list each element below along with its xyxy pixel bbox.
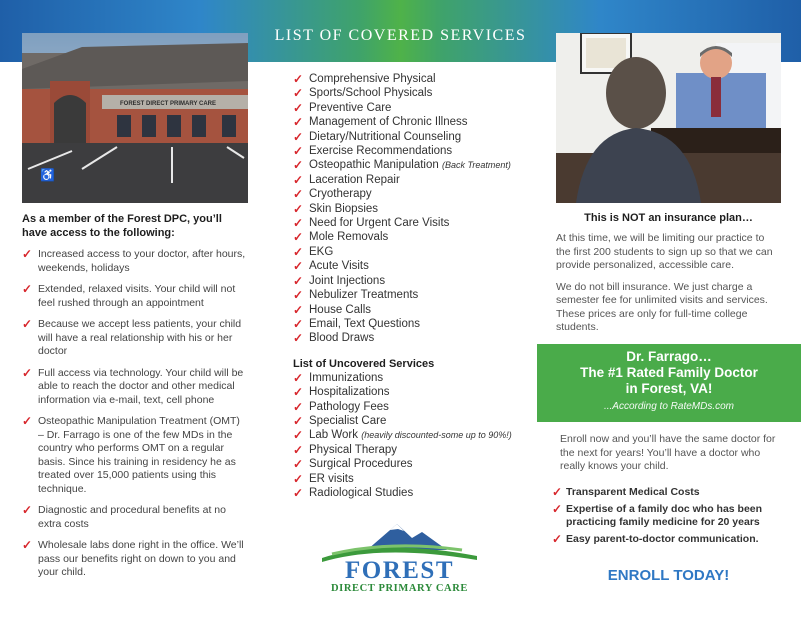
list-item: ✓ Hospitalizations [293, 385, 390, 400]
highlights-list [552, 486, 782, 549]
enroll-paragraph: Enroll now and you’ll have the same doctor for the next for years! You’ll have a doctor who really knows your child. [560, 433, 776, 472]
checkmark-icon: ✓ [293, 273, 304, 288]
checkmark-icon: ✓ [293, 442, 304, 457]
list-item: ✓ Nebulizer Treatments [293, 288, 419, 303]
benefits-list [22, 248, 248, 580]
list-item: ✓ Joint Injections [293, 273, 386, 288]
checkmark-icon: ✓ [293, 158, 304, 173]
checkmark-icon: ✓ [293, 230, 304, 245]
checkmark-icon: ✓ [22, 538, 33, 552]
checkmark-icon: ✓ [293, 172, 304, 187]
forest-dpc-logo [312, 520, 487, 600]
list-item: ✓ Easy parent-to-doctor communication. [552, 531, 759, 546]
list-item: ✓ Specialist Care [293, 413, 387, 428]
checkmark-icon: ✓ [293, 370, 304, 385]
list-item: ✓ Immunizations [293, 370, 384, 385]
checkmark-icon: ✓ [293, 115, 304, 130]
insurance-info-column [556, 212, 781, 335]
list-item: ✓ Cryotherapy [293, 187, 372, 202]
list-item: ✓ Because we accept less patients, your child will have a real relationship with his or her doctor [22, 317, 242, 357]
list-item: ✓ Skin Biopsies [293, 201, 379, 216]
enroll-today-heading: ENROLL TODAY! [607, 567, 730, 584]
covered-services-list [293, 72, 533, 346]
list-item: ✓ Comprehensive Physical [293, 72, 436, 86]
callout-location: in Forest, VA! [625, 381, 713, 396]
list-item: ✓ Increased access to your doctor, after hours, weekends, holidays [22, 247, 246, 274]
checkmark-icon: ✓ [293, 385, 304, 400]
list-item: ✓ ER visits [293, 471, 354, 486]
lab-note: (heavily discounted-some up to 90%!) [361, 430, 512, 441]
checkmark-icon: ✓ [552, 501, 563, 516]
checkmark-icon: ✓ [552, 531, 563, 546]
svg-text:♿: ♿ [40, 168, 55, 182]
banner-title: LIST OF COVERED SERVICES [274, 27, 527, 44]
checkmark-icon: ✓ [22, 282, 33, 296]
list-item: ✓ Dietary/Nutritional Counseling [293, 129, 462, 144]
list-item: ✓ Full access via technology. Your child will be able to reach the doctor and other medical information via e-mail, text, cell phone [22, 365, 244, 406]
limit-paragraph: At this time, we will be limiting our practice to the first 200 students to sign up so that we can provide personalized, accessible care. [556, 232, 773, 271]
list-item: ✓ Pathology Fees [293, 399, 389, 414]
list-item: ✓ Wholesale labs done right in the office. We’ll pass our benefits right on down to you and your child. [22, 538, 244, 578]
checkmark-icon: ✓ [293, 485, 304, 500]
doctor-with-patient-photo [556, 33, 781, 203]
building-sign: FOREST DIRECT PRIMARY CARE [120, 101, 217, 107]
checkmark-icon: ✓ [293, 428, 304, 443]
list-item: ✓ Acute Visits [293, 259, 369, 274]
list-item: ✓ House Calls [293, 302, 371, 317]
list-item: ✓ Sports/School Physicals [293, 86, 433, 101]
list-item: ✓ Laceration Repair [293, 172, 400, 187]
checkmark-icon: ✓ [293, 72, 304, 86]
checkmark-icon: ✓ [293, 244, 304, 259]
checkmark-icon: ✓ [293, 331, 304, 346]
list-item: ✓ Exercise Recommendations [293, 144, 453, 159]
checkmark-icon: ✓ [293, 201, 304, 216]
list-item: ✓ Physical Therapy [293, 442, 397, 457]
checkmark-icon: ✓ [293, 457, 304, 472]
checkmark-icon: ✓ [293, 471, 304, 486]
insurance-heading: This is NOT an insurance plan… [584, 212, 753, 224]
checkmark-icon: ✓ [552, 485, 563, 499]
mountain-logo-icon [312, 520, 487, 562]
checkmark-icon: ✓ [293, 399, 304, 414]
checkmark-icon: ✓ [22, 247, 33, 261]
list-item: ✓ Diagnostic and procedural benefits at no extra costs [22, 503, 226, 530]
checkmark-icon: ✓ [22, 503, 33, 517]
clinic-building-photo [22, 33, 248, 203]
list-item: ✓ Osteopathic Manipulation Treatment (OMT) – Dr. Farrago is one of the few MDs in the country who performs OMT on a regular basis. Since his training in residency he as treated over 15,000 patients using this technique. [22, 414, 240, 495]
uncovered-services-list [293, 371, 533, 501]
checkmark-icon: ✓ [293, 187, 304, 202]
list-item: ✓ Extended, relaxed visits. Your child will not feel rushed through an appointment [22, 282, 236, 309]
list-item: ✓ Email, Text Questions [293, 316, 421, 331]
member-benefits-column [22, 212, 248, 588]
logo-subtitle: DIRECT PRIMARY CARE [330, 583, 469, 594]
checkmark-icon: ✓ [293, 259, 304, 274]
callout-rating: The #1 Rated Family Doctor [580, 365, 758, 380]
checkmark-icon: ✓ [293, 288, 304, 303]
services-column [293, 72, 533, 500]
list-item: ✓ Blood Draws [293, 331, 375, 346]
checkmark-icon: ✓ [22, 317, 33, 331]
rating-callout [537, 344, 801, 422]
checkmark-icon: ✓ [293, 86, 304, 101]
list-item: ✓ Preventive Care [293, 100, 392, 115]
callout-source: ...According to RateMDs.com [603, 401, 735, 412]
omt-note: (Back Treatment) [441, 160, 511, 171]
list-item: ✓ Mole Removals [293, 230, 389, 245]
list-item: ✓ Lab Work (heavily discounted-some up to 90%!) [293, 428, 512, 443]
checkmark-icon: ✓ [293, 302, 304, 317]
list-item: ✓ Radiological Studies [293, 485, 414, 500]
logo-wordmark: FOREST [344, 557, 455, 584]
checkmark-icon: ✓ [293, 129, 304, 144]
checkmark-icon: ✓ [22, 365, 33, 380]
checkmark-icon: ✓ [293, 216, 304, 231]
checkmark-icon: ✓ [293, 413, 304, 428]
list-item: ✓ Osteopathic Manipulation (Back Treatment) [293, 158, 511, 173]
checkmark-icon: ✓ [22, 414, 33, 428]
billing-paragraph: We do not bill insurance. We just charge a semester fee for unlimited visits and services. These prices are only for full-time college students. [556, 280, 768, 333]
list-item: ✓ Expertise of a family doc who has been practicing family medicine for 20 years [552, 501, 763, 528]
list-item: ✓ EKG [293, 244, 334, 259]
checkmark-icon: ✓ [293, 100, 304, 115]
list-item: ✓ Transparent Medical Costs [552, 485, 700, 499]
benefits-intro: As a member of the Forest DPC, you’ll have access to the following: [22, 213, 222, 239]
checkmark-icon: ✓ [293, 144, 304, 159]
checkmark-icon: ✓ [293, 316, 304, 331]
list-item: ✓ Surgical Procedures [293, 457, 413, 472]
uncovered-heading: List of Uncovered Services [293, 357, 435, 370]
list-item: ✓ Management of Chronic Illness [293, 115, 468, 130]
callout-doctor-name: Dr. Farrago… [626, 349, 712, 364]
list-item: ✓ Need for Urgent Care Visits [293, 216, 450, 231]
